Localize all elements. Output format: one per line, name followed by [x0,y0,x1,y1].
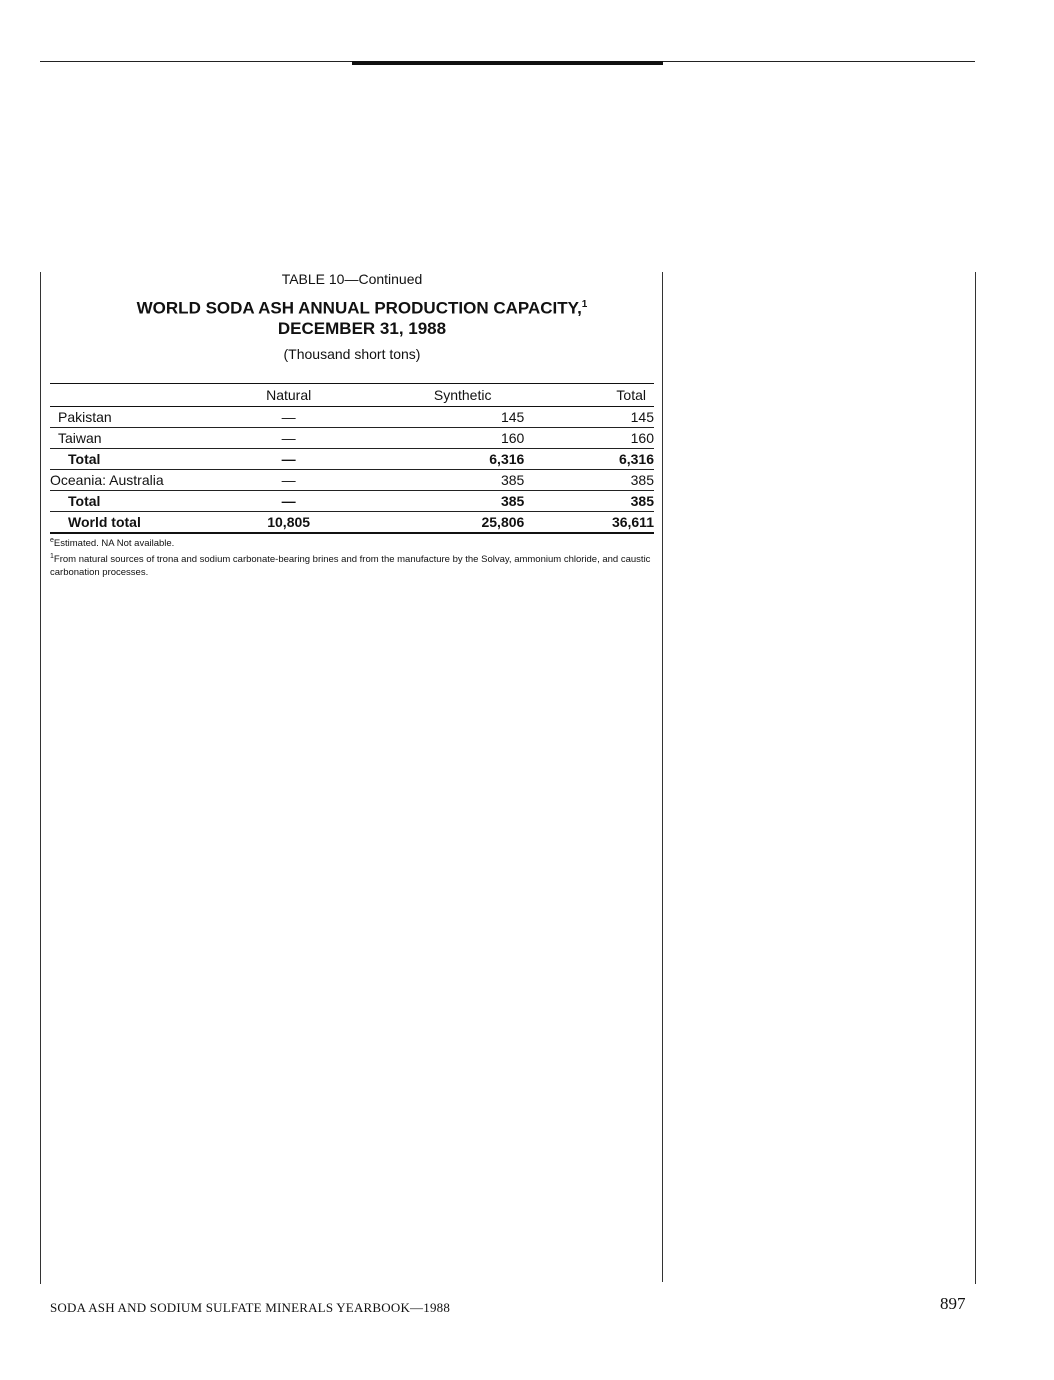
column-rule-right [975,272,976,1284]
row-name: World total [50,512,236,534]
row-synthetic: 25,806 [341,512,524,534]
page-number: 897 [940,1294,966,1313]
footnote-1: $^1$From natural sources of trona and sodium carbonate-bearing brines and from the manufacture by the Solvay, ammonium chloride, and caustic carbonation processes. [50,553,651,579]
row-natural: — [236,470,341,491]
table-header-row [50,384,654,407]
column-rule-left [40,272,41,1284]
row-natural: 10,805 [236,512,341,534]
row-name: Total [50,491,236,512]
row-name: Oceania: Australia [50,470,236,491]
row-natural: — [236,449,341,470]
title-footnote-mark: 1 [581,299,588,310]
row-natural: — [236,428,341,449]
row-synthetic: 385 [341,491,524,512]
table-row-subtotal [50,491,654,512]
column-header-name [50,384,236,407]
column-header-total: Total [524,384,654,407]
row-synthetic: 160 [341,428,524,449]
row-name: Taiwan [50,428,236,449]
table-title-line1: WORLD SODA ASH ANNUAL PRODUCTION CAPACITY, [136,298,582,318]
table-footnotes [50,534,656,579]
row-total: 385 [524,491,654,512]
column-header-synthetic: Synthetic [341,384,524,407]
capacity-table [50,383,654,534]
table-row-world-total [50,512,654,534]
row-total: 160 [524,428,654,449]
row-total: 385 [524,470,654,491]
table-row [50,470,654,491]
table-row-subtotal [50,449,654,470]
table-title-line2: DECEMBER 31, 1988 [277,318,447,338]
column-header-natural: Natural [236,384,341,407]
row-name: Total [50,449,236,470]
row-total: 36,611 [524,512,654,534]
table-row [50,407,654,428]
row-natural: — [236,407,341,428]
table-label: TABLE 10—Continued [281,271,423,287]
row-synthetic: 385 [341,470,524,491]
row-name: Pakistan [50,407,236,428]
table-units: (Thousand short tons) [283,346,421,362]
row-synthetic: 145 [341,407,524,428]
top-rule-bold [352,61,663,65]
row-total: 145 [524,407,654,428]
table-title [52,295,672,339]
row-total: 6,316 [524,449,654,470]
column-rule-middle [662,272,663,1282]
row-natural: — [236,491,341,512]
running-footer-title: SODA ASH AND SODIUM SULFATE MINERALS YEARBOOK—1988 [50,1300,451,1315]
footnote-1-mark: 1 [50,553,54,561]
footnote-estimated: $^e$Estimated. NA Not available. [50,537,175,550]
table-row [50,428,654,449]
footnote-e-mark: e [50,537,54,544]
row-synthetic: 6,316 [341,449,524,470]
